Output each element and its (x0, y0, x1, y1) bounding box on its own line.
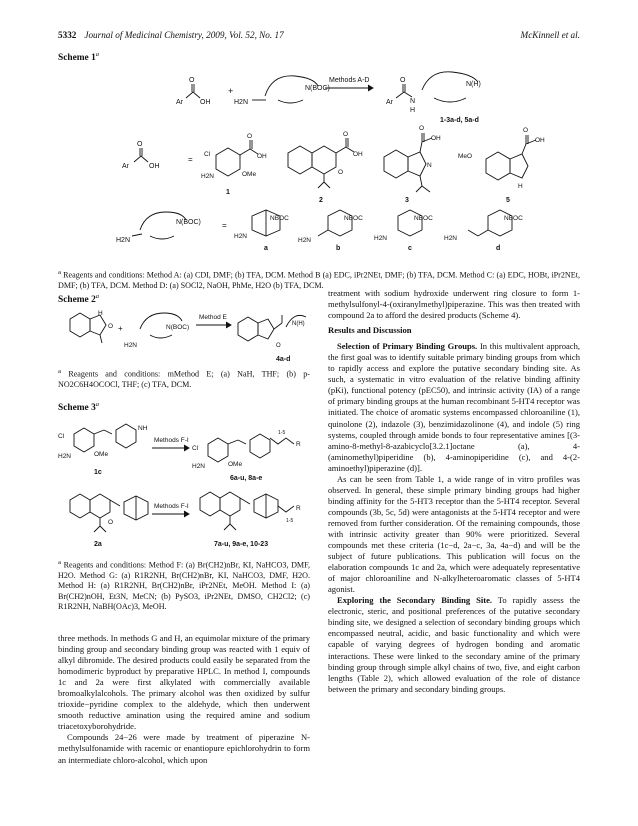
scheme1-generic-acid (122, 141, 160, 170)
scheme2-title (58, 293, 99, 305)
s1-oh1: OH (200, 99, 211, 106)
compound-2-label: 2 (319, 197, 323, 204)
section2-text: To rapidly assess the electronic, steric, and positional preferences of the putative secondary binding site, we designed a selection of secondary binding groups which encompassed neutral, acidic, and basic functionality and which were capable of varying degrees of hydrogen bonding and aromatic interactions. These were linked to the secondary amine of the primary binding group through simple alkyl chains of two, five, and eight carbon lengths (Table 2), which allowed evaluation of the role of distance between the primary and secondary binding groups. (328, 595, 581, 694)
s3-prod2-label: 7a-u, 9a-e, 10-23 (214, 541, 269, 548)
s3-nh1: NH (138, 425, 148, 432)
amine-a-nboc: NBOC (270, 215, 289, 222)
scheme1-caption-sup: a (58, 269, 61, 276)
scheme3-caption-sup: a (58, 559, 61, 566)
amine-c-nboc: NBOC (414, 215, 433, 222)
page-number: 5332 (58, 30, 77, 40)
scheme3-caption-text: Reagents and conditions: Method F: (a) Br(CH2)nBr, KI, NaHCO3, DMF, H2O. Method G: (a) R1R2NH, Br(CH2)nBr, KI, NaHCO3, DMF, H2O. Method H: (a) R1R2NH, Br(CH2)nBr, iPr2NEt, MeOH. Method I: (a) Br(CH2)nOH, Et3N, MeCN; (b) PySO3, iPr2NEt, DMSO, CH2Cl2; (c) R1R2NH, NaBH(OAc)3, MeOH. (58, 560, 310, 611)
scheme1-title (58, 51, 99, 63)
s1-product-label: 1-3a-d, 5a-d (440, 117, 479, 124)
s2-h1: H (98, 310, 103, 317)
s3-ome2: OMe (228, 461, 243, 468)
scheme1-title-text: Scheme 1 (58, 53, 96, 64)
scheme1-acid (176, 77, 211, 106)
scheme1-title-sup: a (95, 51, 100, 58)
s1-h2n-2: H2N (116, 237, 131, 244)
compound-5-structure (458, 127, 545, 190)
s2-nh: N(H) (292, 321, 305, 327)
compound-1-structure (201, 133, 267, 180)
s2-nboc: N(BOC) (166, 324, 190, 331)
right-column-body (328, 288, 580, 695)
s1-nh: N(H) (466, 81, 481, 88)
s3-r1: R (296, 441, 301, 448)
s1-o1: O (189, 77, 195, 84)
c5-h: H (518, 183, 523, 190)
s1-eq1: = (188, 155, 193, 164)
s3-o1: O (108, 519, 114, 526)
amine-d-nboc: NBOC (504, 215, 523, 222)
s1-eq2: = (222, 221, 227, 230)
s3-h2n2: H2N (192, 463, 206, 470)
amine-b-h2n: H2N (298, 237, 312, 244)
running-header (58, 30, 580, 40)
amine-b-nboc: NBOC (344, 215, 363, 222)
scheme2-title-text: Scheme 2 (58, 295, 96, 306)
c5-oh: OH (535, 137, 545, 144)
scheme1-drawing (100, 70, 580, 262)
s1-plus: + (228, 86, 234, 96)
scheme3-title-text: Scheme 3 (58, 403, 96, 414)
s3-ome1: OMe (94, 451, 109, 458)
s2-h2n: H2N (124, 342, 138, 349)
results-paragraph-2: As can be seen from Table 1, a wide range of in vitro profiles was observed. In general, these simple primary binding groups had higher binding affinity for the 5-HT3 receptor than the 5-HT4 receptor. Several compounds (3b, 5c, 5d) were antagonists at the 5-HT4 receptor and were removed from further consideration. Of the remaining compounds, those with intrinsic activity greater than 90% were prioritized. Several compounds met these criteria (1c−d, 2a−c, 3a, 4a−d) and will be the subject of future publications. This publication will focus on the elaboration compounds 1c and 2a, which were adequately representative of major chloroaniline and N-alkylheteroaromatic classes of 5-HT4 agonist. (328, 473, 580, 595)
s1-h2n: H2N (234, 99, 249, 106)
left-paragraph-1: three methods. In methods G and H, an equimolar mixture of the primary binding group and secondary binding group was reacted with 1 equiv of alkyl dibromide. The desired products could easily be separated from the homodimeric byproduct by preparative HPLC. In method I, compounds 1c and 2a were first alkylated with commercially available bromoalkylalcohols. The primary alcohol was then oxidized by sulfur trioxide−pyridine complex to the aldehyde, which then underwent smooth reductive amination using the required amine and sodium triacetoxyborohydride. (58, 633, 310, 732)
scheme2-caption (58, 367, 310, 390)
s3-start2-label: 2a (94, 541, 102, 548)
amine-c-structure (374, 210, 433, 242)
scheme1-product (386, 72, 481, 114)
section1-title: Selection of Primary Binding Groups. (337, 341, 478, 352)
s3-methods1: Methods F-I (154, 437, 189, 444)
section2-title: Exploring the Secondary Binding Site. (337, 595, 493, 606)
amine-c-h2n: H2N (374, 235, 388, 242)
s1-nboc: N(BOC) (305, 85, 330, 92)
s1-n: N (410, 98, 416, 105)
s3-start1-label: 1c (94, 469, 102, 476)
section1-text: In this multivalent approach, the first goal was to identify suitable primary binding groups from which to rapidly access and explore the putative secondary binding site. As such, a systematic in vitro evaluation of the relative binding affinity (pKi), functional potency (pEC50), and intrinsic activity (IA) of a range of primary binding groups at the human recombinant 5-HT4 receptor was initiated. The choice of aromatic systems encompassed chloroaniline (1), quinolone (2), indazole (3), benzimidazolinone (4), and indole (5) ring systems, coupled through amide bonds to four representative amines [(3-amino-8-methyl-8-azabicyclo[3.2.1]octane (a), 4-(aminomethyl)piperidine (b), 4-aminopiperidine (c), and 4-(2-aminoethyl)piperazine (d)]. (328, 341, 581, 473)
scheme3-title-sup: a (95, 401, 100, 408)
c2-o2: O (338, 169, 344, 176)
s1-nboc-2: N(BOC) (176, 219, 201, 226)
section1-paragraph (328, 341, 580, 474)
s3-nrep2: 1-5 (286, 518, 294, 524)
scheme3-caption (58, 558, 310, 612)
section2-paragraph (328, 595, 580, 694)
s1-o3: O (137, 141, 143, 148)
s2-methods: Method E (199, 314, 227, 321)
results-heading: Results and Discussion (328, 325, 412, 336)
s3-cl1: Cl (58, 433, 65, 440)
left-column-body (58, 633, 310, 766)
scheme1-amine (234, 76, 330, 106)
amine-d-structure (444, 210, 523, 242)
scheme1-generic-amine (116, 212, 201, 244)
s3-cl2: Cl (192, 445, 199, 452)
s1-h: H (410, 107, 416, 114)
c1-h2n: H2N (201, 173, 215, 180)
amine-b-structure (298, 210, 363, 244)
amine-d-label: d (496, 245, 501, 252)
amine-a-structure (234, 210, 289, 240)
c5-meo: MeO (458, 153, 473, 160)
s1-ar2: Ar (386, 99, 393, 106)
scheme3-drawing (58, 414, 314, 558)
header-authors: McKinnell et al. (520, 30, 580, 40)
s1-ar1: Ar (176, 99, 183, 106)
header-left (58, 30, 284, 40)
c3-oh: OH (431, 135, 441, 142)
amine-a-h2n: H2N (234, 233, 248, 240)
compound-5-label: 5 (506, 197, 510, 204)
scheme2-caption-sup: a (58, 368, 61, 375)
left-paragraph-2: Compounds 24−26 were made by treatment of piperazine N-methylsulfonamide with racemic or enantiopure epichlorohydrin to form an intermediate chloro-alcohol, which upon (58, 732, 310, 765)
scheme3-title (58, 401, 99, 413)
scheme2-drawing (58, 305, 314, 365)
right-intro-paragraph: treatment with sodium hydroxide underwent ring closure to form 1-methylsulfonyl-4-(oxiranylmethyl)piperazine. This was then treated with compound 2a to afford the desired products (Scheme 4). (328, 288, 580, 321)
scheme1-caption-text: Reagents and conditions: Method A: (a) CDI, DMF; (b) TFA, DCM. Method B (a) EDC, iPr2NEt, DMF; (b) TFA, DCM. Method C: (a) EDC, HOBt, iPr2NEt, DMF; (b) TFA, DCM. Method D: (a) SOCl2, NaOH, PhMe, H2O (b) TFA, DCM. (58, 270, 580, 290)
compound-1-label: 1 (226, 189, 230, 196)
c1-oh: OH (257, 153, 267, 160)
s3-methods2: Methods F-I (154, 503, 189, 510)
s2-product-label: 4a-d (276, 356, 291, 363)
s1-o2: O (400, 77, 406, 84)
c2-o: O (343, 131, 349, 138)
c5-o: O (523, 127, 529, 134)
scheme2-title-sup: a (95, 293, 100, 300)
scheme2-caption-text: Reagents and conditions: mMethod E; (a) NaH, THF; (b) p-NO2C6H4OCOCl, THF; (c) TFA, DCM. (58, 369, 310, 389)
s2-o2: O (276, 343, 281, 349)
amine-b-label: b (336, 245, 341, 252)
s3-prod1-label: 6a-u, 8a-e (230, 475, 263, 482)
s1-ar3: Ar (122, 163, 129, 170)
amine-c-label: c (408, 245, 412, 252)
s3-h2n1: H2N (58, 453, 72, 460)
s1-methods: Methods A-D (329, 77, 370, 84)
s3-r2: R (296, 505, 301, 512)
amine-d-h2n: H2N (444, 235, 458, 242)
s2-plus: + (118, 324, 123, 333)
c2-oh: OH (353, 151, 363, 158)
amine-a-label: a (264, 245, 268, 252)
c3-n: N (427, 162, 432, 169)
s1-oh3: OH (149, 163, 160, 170)
c1-cl: Cl (204, 151, 211, 158)
journal-citation: Journal of Medicinal Chemistry, 2009, Vol. 52, No. 17 (84, 30, 284, 40)
s3-nrep1: 1-5 (278, 430, 286, 436)
c3-o: O (419, 125, 425, 132)
s2-o1: O (108, 323, 114, 330)
compound-3-structure (384, 125, 441, 192)
compound-2-structure (288, 131, 363, 188)
compound-3-label: 3 (405, 197, 409, 204)
c1-ome: OMe (242, 171, 257, 178)
c1-o: O (247, 133, 253, 140)
